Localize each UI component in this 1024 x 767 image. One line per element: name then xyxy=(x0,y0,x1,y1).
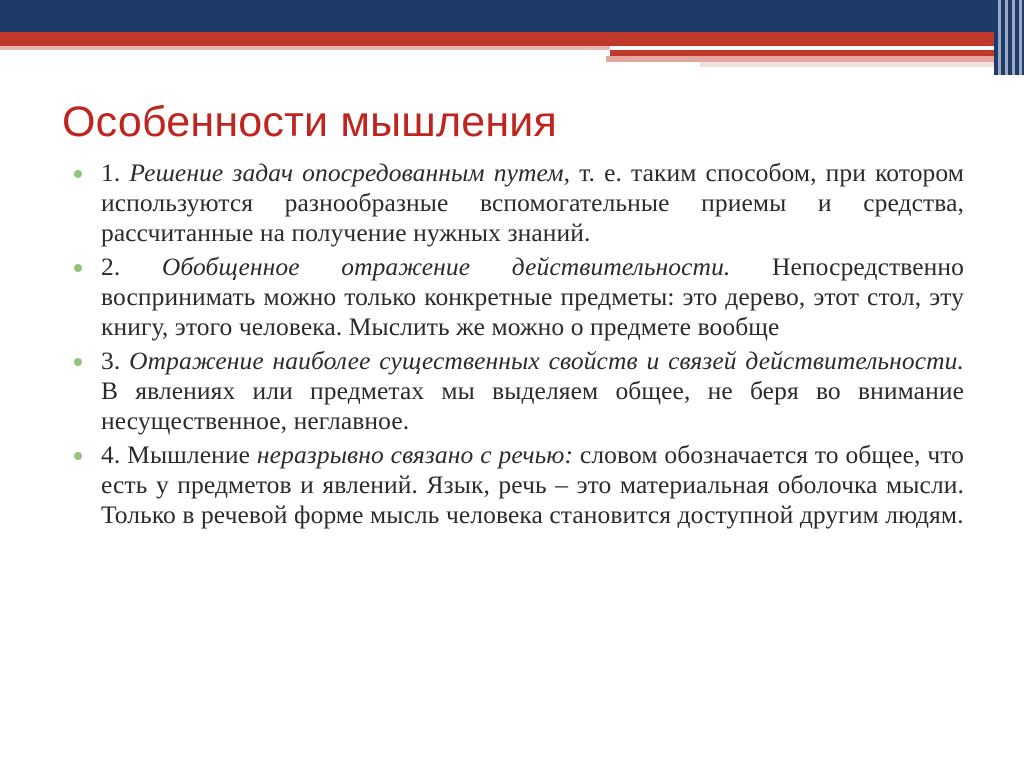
banner-navy-bar xyxy=(0,0,1000,32)
bullet-dot-icon xyxy=(74,358,82,366)
item-text: 1. Решение задач опосредованным путем, т. е. таким способом, при котором используются разнообразные вспомогательные приемы и средства, рассчитанные на получение нужных знаний. xyxy=(101,158,964,247)
banner-pale-bar xyxy=(700,62,1000,67)
bullet-dot-icon xyxy=(74,264,82,272)
item-text: 3. Отражение наиболее существенных свойств и связей действительности. В явлениях или предметах мы выделяем общее, не беря во внимание несущественное, неглавное. xyxy=(101,346,964,435)
bullet-dot-icon xyxy=(74,452,82,460)
slide-title: Особенности мышления xyxy=(62,98,557,146)
item-text: 4. Мышление неразрывно связано с речью: словом обозначается то общее, что есть у предметов и явлений. Язык, речь – это материальная оболочка мысли. Только в речевой форме мысль человека становится доступной другим людям. xyxy=(101,440,964,529)
bullet-dot-icon xyxy=(74,170,82,178)
list-item xyxy=(74,440,964,530)
banner-red-bar xyxy=(0,32,1000,46)
item-text: 2. Обобщенное отражение действительности. Непосредственно воспринимать можно только конкретные предметы: это дерево, этот стол, эту книгу, этого человека. Мыслить же можно о предмете вообще xyxy=(101,252,965,341)
banner-pink-bar xyxy=(0,46,610,50)
header-banner xyxy=(0,0,1024,75)
list-item xyxy=(74,252,964,342)
list-item xyxy=(74,158,964,248)
bullet-list xyxy=(74,158,964,534)
banner-stripes xyxy=(994,0,1024,75)
list-item xyxy=(74,346,964,436)
